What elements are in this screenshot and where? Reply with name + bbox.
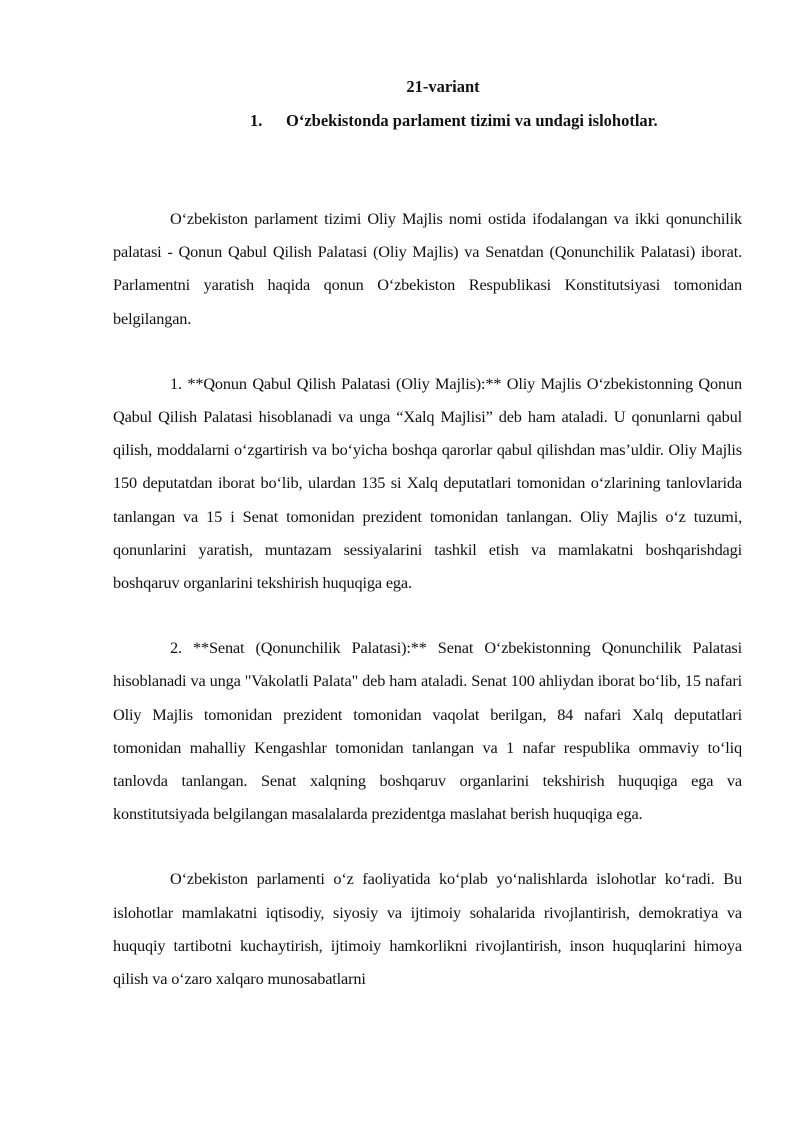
- heading-text: O‘zbekistonda parlament tizimi va undagi islohotlar.: [286, 111, 658, 130]
- paragraph-oliy-majlis: 1. **Qonun Qabul Qilish Palatasi (Oliy Majlis):** Oliy Majlis O‘zbekistonning Qonun Qabul Qilish Palatasi hisoblanadi va unga “Xalq Majlisi” deb ham ataladi. U qonunlarni qabul qilish, moddalarni o‘zgartirish va bo‘yicha boshqa qarorlar qabul qilishdan mas’uldir. Oliy Majlis 150 deputatdan iborat bo‘lib, ulardan 135 si Xalq deputatlari tomonidan o‘zlarining tanlovlarida tanlangan va 15 i Senat tomonidan prezident tomonidan tanlangan. Oliy Majlis o‘z tuzumi, qonunlarini yaratish, muntazam sessiyalarini tashkil etish va mamlakatni boshqarishdagi boshqaruv organlarini tekshirish huquqiga ega.: [113, 373, 742, 593]
- heading-number: 1.: [250, 111, 263, 130]
- section-heading: [250, 110, 658, 132]
- paragraph-senat: 2. **Senat (Qonunchilik Palatasi):** Senat O‘zbekistonning Qonunchilik Palatasi hisoblanadi va unga "Vakolatli Palata" deb ham ataladi. Senat 100 ahliydan iborat bo‘lib, 15 nafari Oliy Majlis tomonidan prezident tomonidan vaqolat berilgan, 84 nafari Xalq deputatlari tomonidan mahalliy Kengashlar tomonidan tanlangan va 1 nafar respublika ommaviy to‘liq tanlovda tanlangan. Senat xalqning boshqaruv organlarini tekshirish huquqiga ega va konstitutsiyada belgilangan masalalarda prezidentga maslahat berish huquqiga ega.: [113, 638, 742, 824]
- paragraph-intro: O‘zbekiston parlament tizimi Oliy Majlis nomi ostida ifodalangan va ikki qonunchilik palatasi - Qonun Qabul Qilish Palatasi (Oliy Majlis) va Senatdan (Qonunchilik Palatasi) iborat. Parlamentni yaratish haqida qonun O‘zbekiston Respublikasi Konstitutsiyasi tomonidan belgilangan.: [113, 209, 742, 328]
- variant-title: 21-variant: [406, 77, 480, 96]
- document-body: [113, 202, 742, 1027]
- paragraph-reforms: O‘zbekiston parlamenti o‘z faoliyatida ko‘plab yo‘nalishlarda islohotlar ko‘radi. Bu islohotlar mamlakatni iqtisodiy, siyosiy va ijtimoiy sohalarida rivojlantirish, demokratiya va huquqiy tartibotni kuchaytirish, ijtimoiy hamkorlikni rivojlantirish, inson huquqlarini himoya qilish va o‘zaro xalqaro munosabatlarni: [113, 869, 742, 989]
